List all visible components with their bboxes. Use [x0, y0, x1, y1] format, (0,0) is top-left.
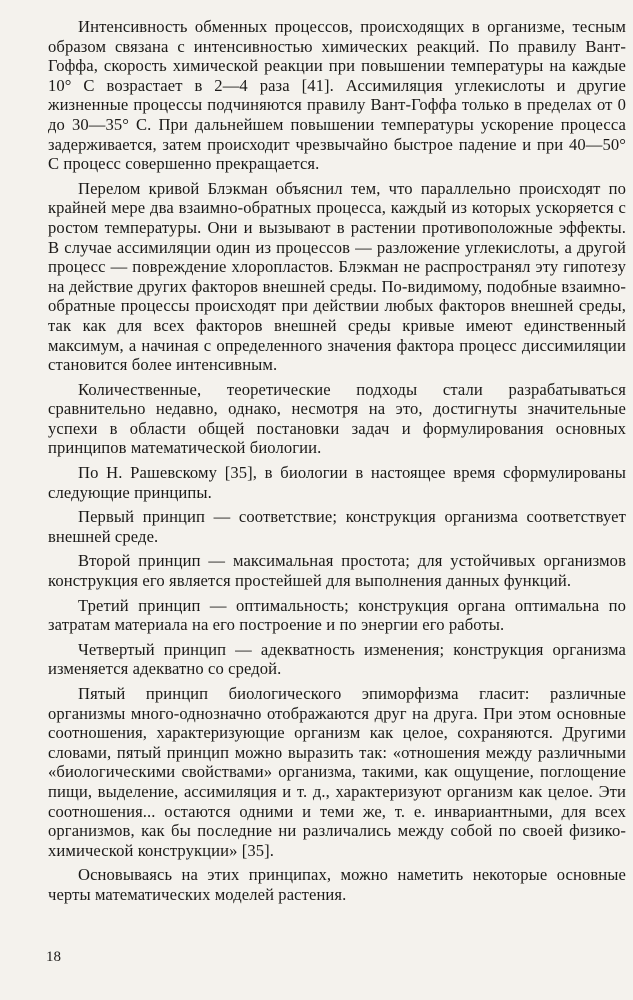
paragraph-principle-3: Третий принцип — оптимальность; конструкция органа оптимальна по затратам материала на его построение и по энергии его работы. — [48, 595, 626, 635]
paragraph-principle-2: Второй принцип — максимальная простота; для устойчивых организмов конструкция его является простейшей для выполнения данных функций. — [48, 551, 626, 591]
body-text — [48, 17, 626, 910]
paragraph-principle-4: Четвертый принцип — адекватность изменения; конструкция организма изменяется адекватно со средой. — [48, 639, 626, 679]
paragraph-blackman: Перелом кривой Блэкман объяснил тем, что параллельно происходят по крайней мере два взаимно-обратных процесса, каждый из которых ускоряется с ростом температуры. Они и вызывают в растении противоположные эффекты. В случае ассимиляции один из процессов — разложение углекислоты, а другой процесс — повреждение хлоропластов. Блэкман не распространял эту гипотезу на действие других факторов внешней среды. По-видимому, подобные взаимно-обратные процессы происходят при действии любых факторов внешней среды, так как для всех факторов внешней среды кривые имеют единственный максимум, а начиная с определенного значения фактора процесс диссимиляции становится более интенсивным. — [48, 178, 626, 375]
paragraph-conclusion: Основываясь на этих принципах, можно наметить некоторые основные черты математических моделей растения. — [48, 865, 626, 904]
paragraph-rashevsky: По Н. Рашевскому [35], в биологии в настоящее время сформулированы следующие принципы. — [48, 463, 626, 502]
paragraph-principle-1: Первый принцип — соответствие; конструкция организма соответствует внешней среде. — [48, 507, 626, 546]
paragraph-quantitative-approaches: Количественные, теоретические подходы стали разрабатываться сравнительно недавно, однако, несмотря на это, достигнуты значительные успехи в области общей постановки задач и формулирования основных принципов математической биологии. — [48, 379, 626, 458]
paragraph-vant-hoff: Интенсивность обменных процессов, происходящих в организме, тесным образом связана с интенсивностью химических реакций. По правилу Вант-Гоффа, скорость химической реакции при повышении температуры на каждые 10° С возрастает в 2—4 раза [41]. Ассимиляция углекислоты и другие жизненные процессы подчиняются правилу Вант-Гоффа только в пределах от 0 до 30—35° С. При дальнейшем повышении температуры ускорение процесса задерживается, затем происходит чрезвычайно быстрое падение и при 40—50° С процесс совершенно прекращается. — [48, 17, 626, 174]
page-number: 18 — [46, 949, 61, 965]
paragraph-principle-5: Пятый принцип биологического эпиморфизма гласит: различные организмы много-однозначно отображаются друг на друга. При этом основные соотношения, характеризующие организм как целое, сохраняются. Другими словами, пятый принцип можно выразить так: «отношения между различными «биологическими свойствами» организма, такими, как ощущение, поглощение пищи, выделение, ассимиляция и т. д., характеризуют организм как целое. Эти соотношения... остаются одними и теми же, т. е. инвариантными, для всех организмов, как бы последние ни различались между собой по своей физико-химической конструкции» [35]. — [48, 684, 626, 860]
